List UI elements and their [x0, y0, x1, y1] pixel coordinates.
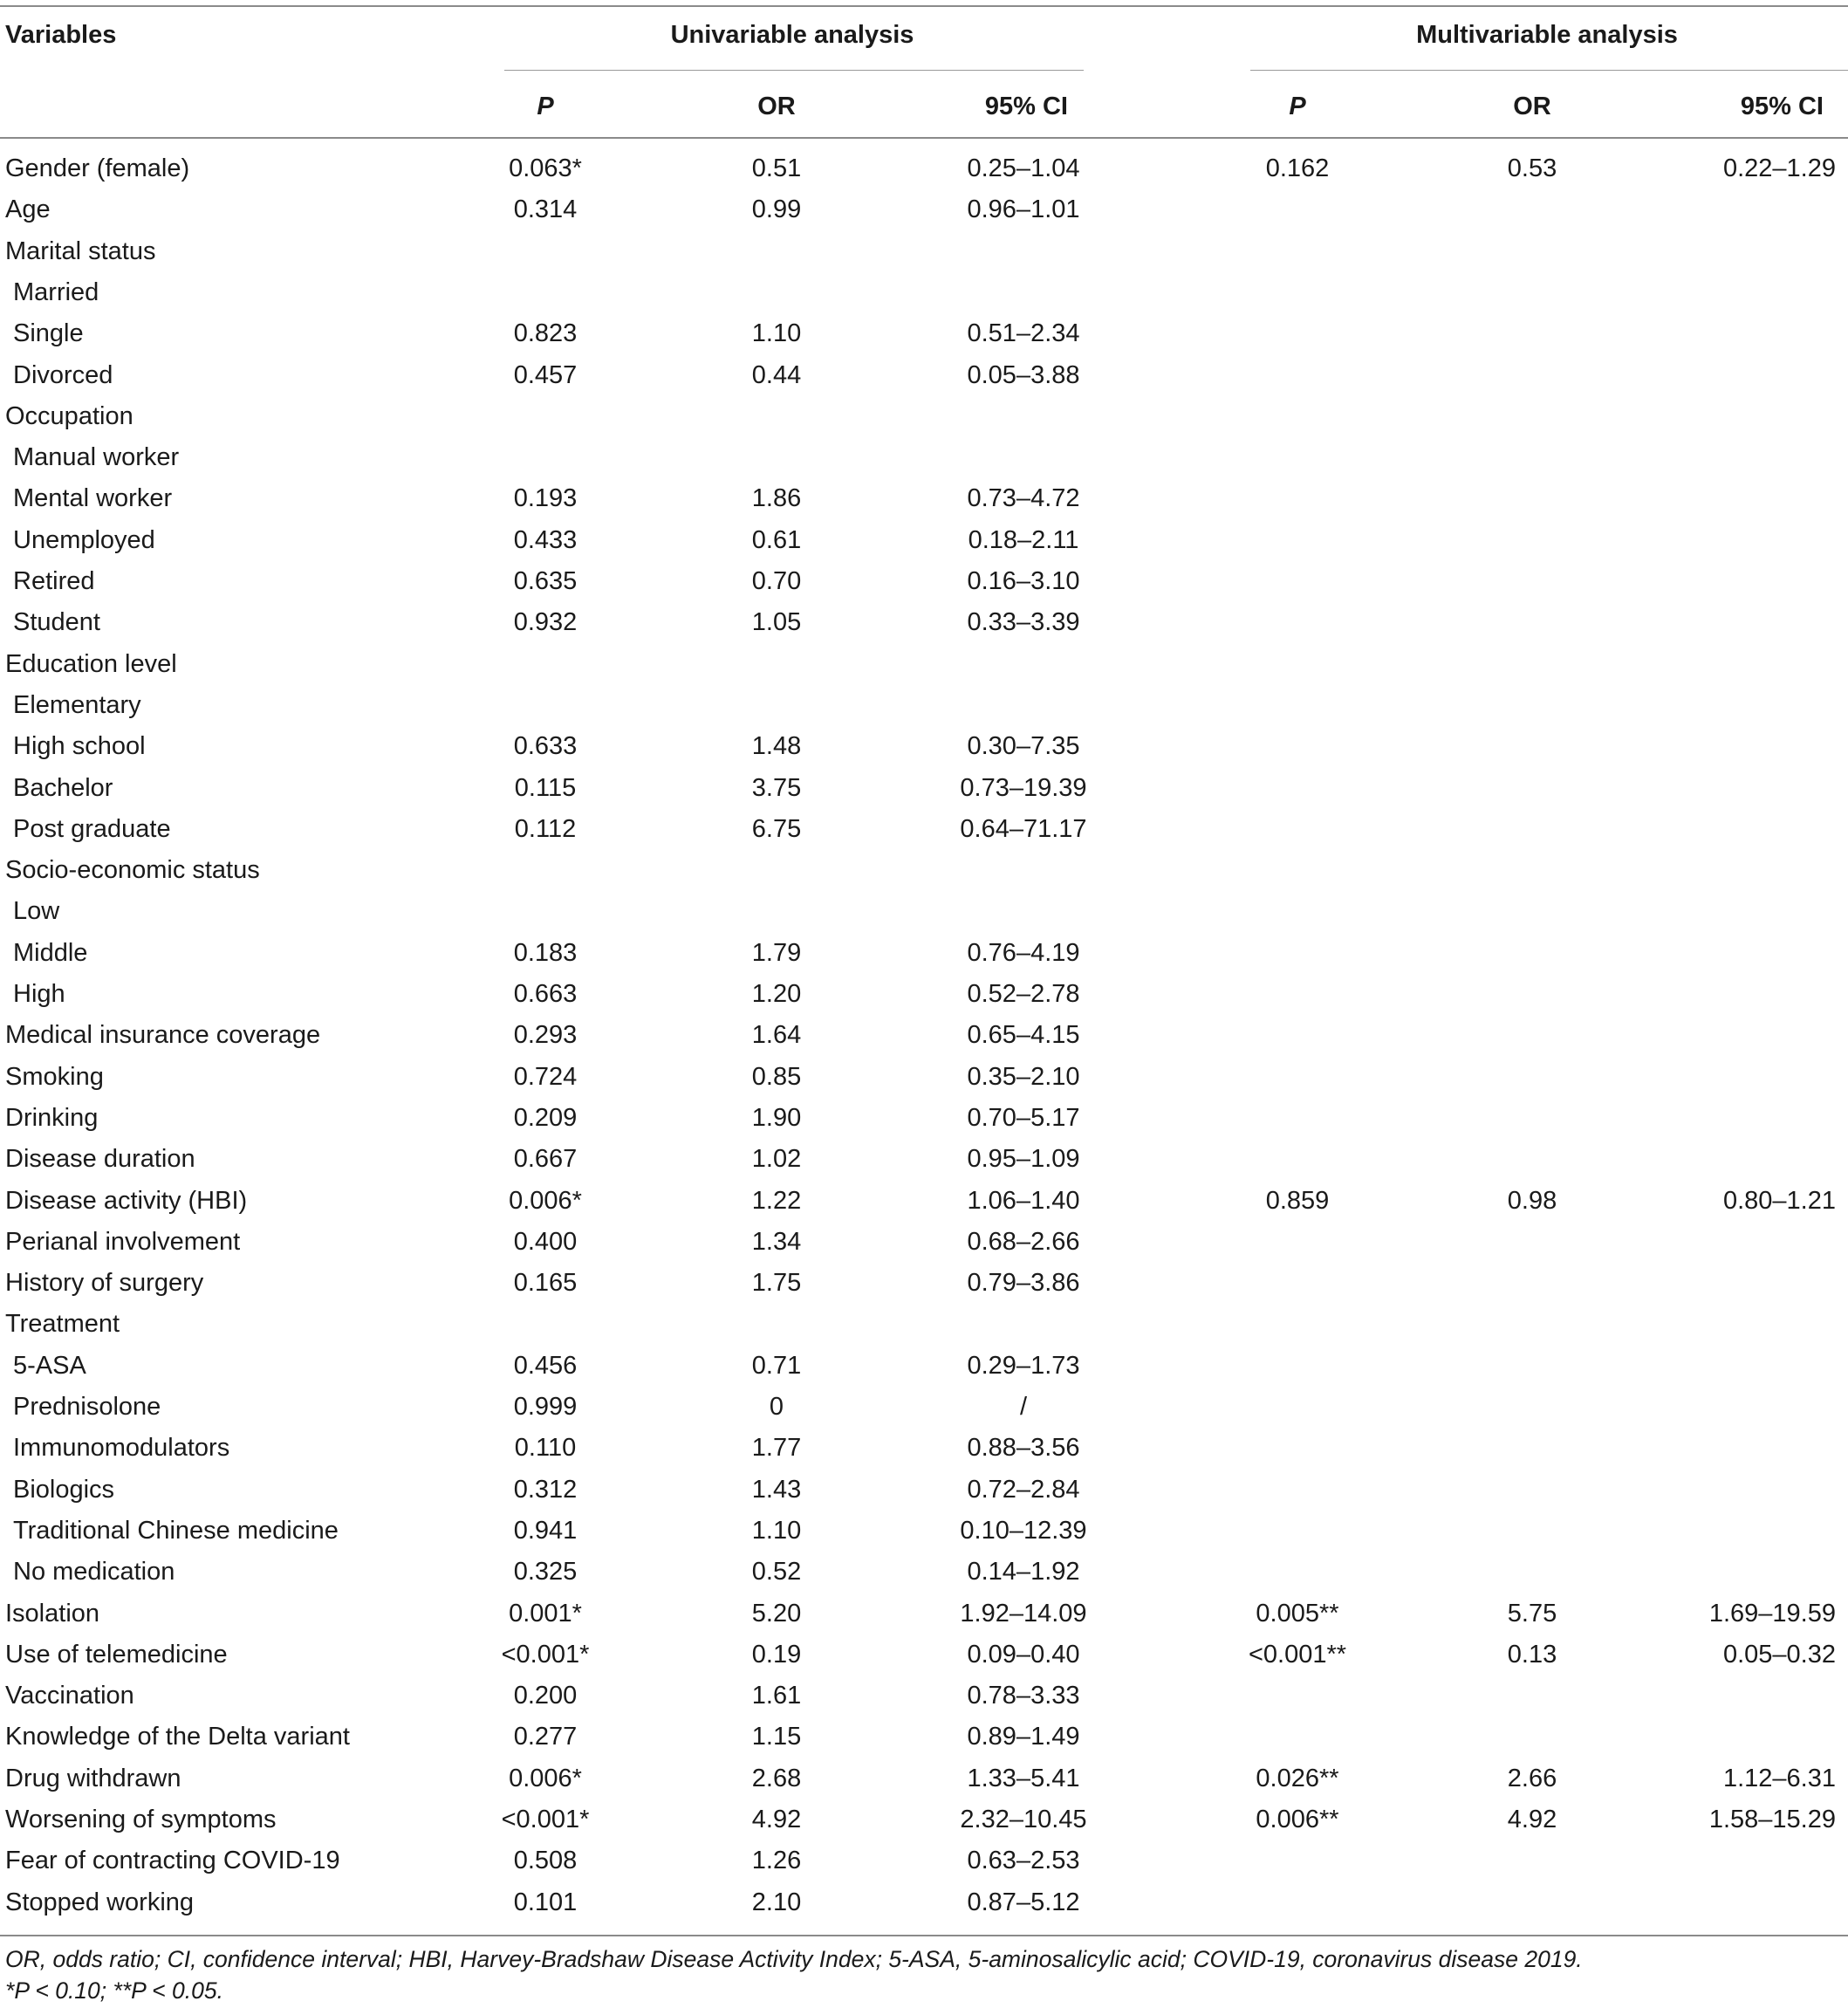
cell-uni-p: 0.667 — [513, 1145, 578, 1174]
cell-uni-or: 1.43 — [751, 1475, 802, 1504]
row-label: 5-ASA — [13, 1351, 86, 1380]
row-label: Retired — [13, 567, 95, 595]
table-row — [0, 1428, 1848, 1469]
cell-uni-ci: 0.70–5.17 — [967, 1103, 1080, 1132]
cell-uni-p: 0.209 — [513, 1103, 578, 1132]
row-label: Age — [5, 195, 51, 224]
table-row — [0, 396, 1848, 437]
header-uni-p: P — [537, 93, 554, 120]
cell-multi-or: 2.66 — [1507, 1764, 1557, 1792]
header-multi-p: P — [1289, 93, 1306, 120]
row-label: Fear of contracting COVID-19 — [5, 1847, 340, 1875]
cell-uni-ci: 0.52–2.78 — [967, 980, 1080, 1008]
cell-uni-ci: 0.96–1.01 — [967, 195, 1080, 224]
cell-uni-ci: 0.51–2.34 — [967, 319, 1080, 348]
cell-uni-p: 0.823 — [513, 319, 578, 348]
row-label: Drinking — [5, 1103, 99, 1132]
cell-uni-p: 0.433 — [513, 525, 578, 554]
table-row — [0, 561, 1848, 602]
header-bottom-rule — [0, 137, 1848, 139]
cell-multi-ci: 1.58–15.29 — [1708, 1806, 1836, 1833]
cell-uni-p: 0.200 — [513, 1682, 578, 1710]
cell-uni-ci: 0.29–1.73 — [967, 1351, 1080, 1380]
cell-uni-p: 0.101 — [513, 1888, 578, 1916]
row-label: Post graduate — [13, 814, 171, 843]
cell-uni-or: 0.52 — [751, 1558, 802, 1587]
cell-uni-ci: 0.95–1.09 — [967, 1145, 1080, 1174]
cell-uni-ci: 0.68–2.66 — [967, 1227, 1080, 1256]
row-label: Divorced — [13, 360, 113, 389]
row-label: Worsening of symptoms — [5, 1806, 277, 1833]
row-label: Low — [13, 897, 60, 926]
row-label: Perianal involvement — [5, 1227, 241, 1256]
cell-uni-p: 0.314 — [513, 195, 578, 224]
cell-multi-ci: 0.80–1.21 — [1722, 1186, 1836, 1215]
row-label: History of surgery — [5, 1269, 204, 1298]
table-row — [0, 1758, 1848, 1799]
cell-uni-p: <0.001* — [501, 1806, 590, 1833]
table-bottom-rule — [0, 1935, 1848, 1936]
header-multi-ci: 95% CI — [1740, 93, 1824, 120]
table-row — [0, 355, 1848, 396]
cell-uni-or: 1.20 — [751, 980, 802, 1008]
cell-uni-or: 0.71 — [751, 1351, 802, 1380]
row-label: Traditional Chinese medicine — [13, 1516, 339, 1545]
row-label: Unemployed — [13, 525, 155, 554]
row-label: Disease activity (HBI) — [5, 1186, 248, 1215]
cell-multi-ci: 1.12–6.31 — [1722, 1764, 1836, 1792]
cell-uni-p: 0.456 — [513, 1351, 578, 1380]
cell-uni-ci: 2.32–10.45 — [960, 1806, 1087, 1833]
table-row — [0, 520, 1848, 561]
header-uni-ci: 95% CI — [984, 93, 1068, 120]
table-row — [0, 1552, 1848, 1593]
cell-uni-p: 0.277 — [513, 1723, 578, 1751]
header-multivariable: Multivariable analysis — [1416, 21, 1678, 49]
row-label: High school — [13, 732, 146, 761]
cell-multi-p: <0.001** — [1248, 1640, 1347, 1669]
table-row — [0, 1098, 1848, 1139]
table-row — [0, 313, 1848, 354]
cell-uni-or: 0.19 — [751, 1640, 802, 1669]
cell-uni-or: 1.10 — [751, 1516, 802, 1545]
row-label: Use of telemedicine — [5, 1640, 228, 1669]
cell-uni-ci: 0.78–3.33 — [967, 1682, 1080, 1710]
cell-uni-p: 0.941 — [513, 1516, 578, 1545]
cell-uni-or: 0.61 — [751, 525, 802, 554]
cell-uni-ci: 0.72–2.84 — [967, 1475, 1080, 1504]
cell-uni-p: 0.724 — [513, 1062, 578, 1091]
cell-uni-or: 6.75 — [751, 814, 802, 843]
row-label: Prednisolone — [13, 1393, 161, 1421]
row-label: No medication — [13, 1558, 175, 1587]
cell-uni-or: 2.10 — [751, 1888, 802, 1916]
cell-multi-ci: 1.69–19.59 — [1708, 1599, 1836, 1628]
row-label: Gender (female) — [5, 154, 190, 182]
row-label: Treatment — [5, 1310, 120, 1339]
cell-uni-ci: / — [1019, 1393, 1028, 1421]
cell-uni-ci: 0.65–4.15 — [967, 1021, 1080, 1050]
cell-uni-ci: 0.14–1.92 — [967, 1558, 1080, 1587]
cell-uni-or: 0 — [769, 1393, 784, 1421]
cell-uni-ci: 0.79–3.86 — [967, 1269, 1080, 1298]
table-row — [0, 1799, 1848, 1840]
table-row — [0, 272, 1848, 313]
cell-uni-p: 0.932 — [513, 608, 578, 637]
cell-uni-or: 0.44 — [751, 360, 802, 389]
cell-uni-or: 2.68 — [751, 1764, 802, 1792]
table-row — [0, 1222, 1848, 1263]
cell-uni-p: 0.001* — [509, 1599, 582, 1628]
cell-uni-p: 0.663 — [513, 980, 578, 1008]
cell-multi-ci: 0.05–0.32 — [1722, 1640, 1836, 1669]
cell-uni-or: 3.75 — [751, 773, 802, 802]
cell-uni-or: 1.90 — [751, 1103, 802, 1132]
row-label: Stopped working — [5, 1888, 195, 1916]
cell-uni-ci: 0.30–7.35 — [967, 732, 1080, 761]
cell-uni-ci: 0.73–19.39 — [960, 773, 1087, 802]
cell-uni-p: 0.115 — [514, 773, 577, 802]
cell-uni-p: 0.165 — [513, 1269, 578, 1298]
cell-uni-p: 0.999 — [513, 1393, 578, 1421]
row-label: Disease duration — [5, 1145, 195, 1174]
cell-uni-ci: 0.76–4.19 — [967, 938, 1080, 967]
cell-uni-ci: 0.16–3.10 — [967, 567, 1080, 595]
cell-uni-or: 0.99 — [751, 195, 802, 224]
row-label: Mental worker — [13, 484, 173, 513]
table-row — [0, 602, 1848, 643]
cell-uni-or: 1.22 — [751, 1186, 802, 1215]
cell-uni-ci: 0.73–4.72 — [967, 484, 1080, 513]
table-row — [0, 1139, 1848, 1180]
cell-uni-or: 1.34 — [751, 1227, 802, 1256]
footnote-abbreviations: OR, odds ratio; CI, confidence interval; HBI, Harvey-Bradshaw Disease Activity Index; 5-ASA, 5-aminosalicylic acid; COVID-19, coronavirus disease 2019. — [5, 1946, 1583, 1972]
row-label: Married — [13, 278, 99, 306]
cell-uni-ci: 0.05–3.88 — [967, 360, 1080, 389]
cell-uni-ci: 0.18–2.11 — [968, 525, 1079, 554]
header-uni-or: OR — [757, 93, 796, 120]
row-label: Biologics — [13, 1475, 115, 1504]
cell-multi-or: 0.98 — [1507, 1186, 1557, 1215]
cell-uni-ci: 0.87–5.12 — [967, 1888, 1080, 1916]
cell-multi-p: 0.006** — [1256, 1806, 1339, 1833]
header-multi-or: OR — [1513, 93, 1551, 120]
row-label: Socio-economic status — [5, 856, 260, 885]
table-row — [0, 189, 1848, 230]
cell-uni-ci: 0.33–3.39 — [967, 608, 1080, 637]
cell-uni-or: 0.70 — [751, 567, 802, 595]
cell-uni-p: <0.001* — [501, 1640, 590, 1669]
table-row — [0, 768, 1848, 809]
table-row — [0, 1676, 1848, 1717]
table-row — [0, 1882, 1848, 1923]
cell-uni-p: 0.633 — [513, 732, 578, 761]
cell-uni-ci: 1.33–5.41 — [967, 1764, 1080, 1792]
table-row — [0, 974, 1848, 1015]
cell-multi-p: 0.162 — [1265, 154, 1330, 182]
table-row — [0, 1593, 1848, 1634]
cell-uni-p: 0.006* — [509, 1764, 582, 1792]
header-variables: Variables — [5, 21, 117, 49]
table-row — [0, 1717, 1848, 1758]
table-row — [0, 644, 1848, 685]
cell-multi-p: 0.859 — [1265, 1186, 1330, 1215]
table-row — [0, 1470, 1848, 1511]
table-row — [0, 1015, 1848, 1056]
cell-uni-or: 1.77 — [751, 1434, 802, 1463]
cell-uni-or: 1.10 — [751, 319, 802, 348]
cell-uni-or: 1.79 — [751, 938, 802, 967]
cell-multi-or: 0.53 — [1507, 154, 1557, 182]
table-row — [0, 1387, 1848, 1428]
cell-multi-p: 0.026** — [1256, 1764, 1339, 1792]
table-top-rule — [0, 5, 1848, 7]
row-label: High — [13, 980, 65, 1008]
row-label: Medical insurance coverage — [5, 1021, 321, 1050]
table-row — [0, 1057, 1848, 1098]
cell-uni-or: 4.92 — [751, 1806, 802, 1833]
cell-uni-or: 1.02 — [751, 1145, 802, 1174]
cell-uni-p: 0.183 — [513, 938, 578, 967]
table-row — [0, 933, 1848, 974]
row-label: Immunomodulators — [13, 1434, 230, 1463]
cell-uni-or: 1.61 — [751, 1682, 802, 1710]
table-row — [0, 437, 1848, 478]
row-label: Elementary — [13, 690, 141, 719]
cell-uni-p: 0.006* — [509, 1186, 582, 1215]
header-univariable: Univariable analysis — [670, 21, 914, 49]
cell-uni-ci: 0.10–12.39 — [960, 1516, 1087, 1545]
cell-uni-ci: 0.09–0.40 — [967, 1640, 1080, 1669]
cell-multi-p: 0.005** — [1256, 1599, 1339, 1628]
cell-uni-ci: 1.06–1.40 — [967, 1186, 1080, 1215]
cell-uni-or: 1.86 — [751, 484, 802, 513]
cell-uni-ci: 0.88–3.56 — [967, 1434, 1080, 1463]
cell-uni-p: 0.325 — [513, 1558, 578, 1587]
table-row — [0, 1263, 1848, 1304]
cell-uni-or: 5.20 — [751, 1599, 802, 1628]
table-row — [0, 478, 1848, 519]
cell-uni-ci: 1.92–14.09 — [960, 1599, 1087, 1628]
cell-uni-p: 0.193 — [513, 484, 578, 513]
row-label: Marital status — [5, 236, 156, 265]
cell-uni-or: 0.85 — [751, 1062, 802, 1091]
row-label: Vaccination — [5, 1682, 134, 1710]
cell-uni-p: 0.400 — [513, 1227, 578, 1256]
table-row — [0, 726, 1848, 767]
table-row — [0, 231, 1848, 272]
row-label: Isolation — [5, 1599, 100, 1628]
cell-uni-p: 0.312 — [513, 1475, 578, 1504]
cell-uni-ci: 0.89–1.49 — [967, 1723, 1080, 1751]
row-label: Knowledge of the Delta variant — [5, 1723, 350, 1751]
cell-uni-ci: 0.64–71.17 — [960, 814, 1087, 843]
cell-uni-ci: 0.35–2.10 — [967, 1062, 1080, 1091]
cell-uni-or: 0.51 — [751, 154, 802, 182]
table-row — [0, 809, 1848, 850]
footnote-significance: *P < 0.10; **P < 0.05. — [5, 1977, 223, 2004]
cell-uni-p: 0.110 — [514, 1434, 577, 1463]
cell-multi-or: 0.13 — [1507, 1640, 1557, 1669]
cell-uni-ci: 0.63–2.53 — [967, 1847, 1080, 1875]
table-row — [0, 1840, 1848, 1881]
table-row — [0, 891, 1848, 932]
cell-uni-or: 1.15 — [751, 1723, 802, 1751]
cell-multi-or: 4.92 — [1507, 1806, 1557, 1833]
row-label: Occupation — [5, 401, 133, 430]
cell-multi-ci: 0.22–1.29 — [1722, 154, 1836, 182]
cell-uni-ci: 0.25–1.04 — [967, 154, 1080, 182]
cell-uni-or: 1.48 — [751, 732, 802, 761]
table-row — [0, 1634, 1848, 1676]
cell-uni-p: 0.063* — [509, 154, 582, 182]
table-row — [0, 1346, 1848, 1387]
row-label: Bachelor — [13, 773, 113, 802]
cell-uni-or: 1.05 — [751, 608, 802, 637]
table-row — [0, 148, 1848, 189]
univariable-group-rule — [504, 70, 1084, 71]
cell-uni-or: 1.26 — [751, 1847, 802, 1875]
cell-uni-p: 0.112 — [514, 814, 577, 843]
cell-uni-or: 1.75 — [751, 1269, 802, 1298]
cell-uni-p: 0.457 — [513, 360, 578, 389]
row-label: Manual worker — [13, 443, 180, 472]
cell-uni-or: 1.64 — [751, 1021, 802, 1050]
row-label: Drug withdrawn — [5, 1764, 181, 1792]
cell-uni-p: 0.635 — [513, 567, 578, 595]
table-row — [0, 1181, 1848, 1222]
cell-multi-or: 5.75 — [1507, 1599, 1557, 1628]
row-label: Education level — [5, 649, 177, 678]
multivariable-group-rule — [1250, 70, 1848, 71]
table-row — [0, 850, 1848, 891]
row-label: Student — [13, 608, 100, 637]
table-row — [0, 685, 1848, 726]
cell-uni-p: 0.293 — [513, 1021, 578, 1050]
row-label: Middle — [13, 938, 88, 967]
cell-uni-p: 0.508 — [513, 1847, 578, 1875]
table-row — [0, 1304, 1848, 1345]
row-label: Smoking — [5, 1062, 104, 1091]
row-label: Single — [13, 319, 84, 348]
table-row — [0, 1511, 1848, 1552]
